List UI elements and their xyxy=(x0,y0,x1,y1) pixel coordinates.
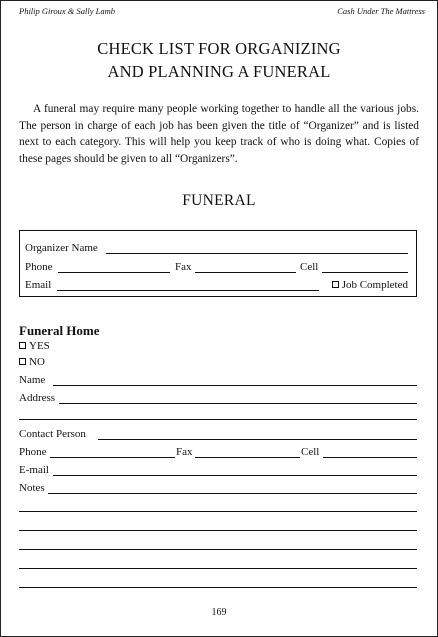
fh-address-field[interactable] xyxy=(59,403,417,404)
checkbox-icon xyxy=(19,358,26,365)
fh-address-line-2[interactable] xyxy=(19,419,417,420)
fh-name-field[interactable] xyxy=(53,385,417,386)
fh-phone-field[interactable] xyxy=(50,457,175,458)
fh-name-label: Name xyxy=(19,374,46,386)
organizer-email-label: Email xyxy=(25,279,52,291)
fh-cell-label: Cell xyxy=(301,446,320,458)
notes-line[interactable] xyxy=(19,587,417,588)
organizer-fax-field[interactable] xyxy=(195,272,296,273)
notes-line[interactable] xyxy=(19,568,417,569)
fh-contact-field[interactable] xyxy=(98,439,417,440)
header-book-title: Cash Under The Mattress xyxy=(337,6,425,16)
fh-notes-row xyxy=(19,480,417,495)
fh-cell-field[interactable] xyxy=(323,457,417,458)
notes-line[interactable] xyxy=(19,511,417,512)
organizer-email-row xyxy=(25,277,408,292)
organizer-box xyxy=(19,230,417,297)
organizer-email-field[interactable] xyxy=(57,290,319,291)
notes-line[interactable] xyxy=(19,530,417,531)
no-checkbox[interactable] xyxy=(19,356,45,368)
fh-contact-label: Contact Person xyxy=(19,428,86,440)
fh-address-label: Address xyxy=(19,392,56,404)
organizer-phone-field[interactable] xyxy=(58,272,170,273)
fh-phone-row xyxy=(19,444,417,459)
running-header xyxy=(19,5,425,19)
organizer-phone-label: Phone xyxy=(25,261,53,273)
organizer-name-field[interactable] xyxy=(106,253,408,254)
yes-label: YES xyxy=(29,340,50,352)
organizer-cell-field[interactable] xyxy=(322,272,408,273)
yes-checkbox[interactable] xyxy=(19,340,50,352)
header-authors: Philip Giroux & Sally Lamb xyxy=(19,6,116,16)
fh-email-row xyxy=(19,462,417,477)
fh-email-label: E-mail xyxy=(19,464,49,476)
job-completed-label: Job Completed xyxy=(341,279,408,291)
title-line-2: AND PLANNING A FUNERAL xyxy=(107,62,331,81)
organizer-phone-row xyxy=(25,259,408,274)
fh-fax-field[interactable] xyxy=(195,457,300,458)
page-title xyxy=(1,37,437,83)
fh-contact-row xyxy=(19,426,417,441)
fh-address-row xyxy=(19,390,417,405)
fh-notes-field[interactable] xyxy=(48,493,417,494)
checkbox-icon xyxy=(332,281,339,288)
notes-line[interactable] xyxy=(19,549,417,550)
fh-notes-label: Notes xyxy=(19,482,45,494)
no-label: NO xyxy=(29,356,45,368)
fh-email-field[interactable] xyxy=(53,475,417,476)
page-number: 169 xyxy=(211,607,227,618)
intro-paragraph: A funeral may require many people working together to handle all the various jobs. The person in charge of each job has been given the title of “Organizer” and is listed next to each category. This will help you keep track of who is doing what. Copies of these pages should be given to all “Organizers”. xyxy=(19,103,419,165)
fh-name-row xyxy=(19,372,417,387)
section-title: FUNERAL xyxy=(182,192,256,209)
fh-fax-label: Fax xyxy=(176,446,193,458)
organizer-fax-label: Fax xyxy=(175,261,192,273)
fh-phone-label: Phone xyxy=(19,446,47,458)
organizer-name-row xyxy=(25,240,408,255)
funeral-home-heading: Funeral Home xyxy=(19,323,100,338)
checkbox-icon xyxy=(19,342,26,349)
organizer-name-label: Organizer Name xyxy=(25,242,98,254)
organizer-cell-label: Cell xyxy=(300,261,319,273)
title-line-1: CHECK LIST FOR ORGANIZING xyxy=(97,39,341,58)
job-completed-checkbox[interactable] xyxy=(332,279,408,292)
